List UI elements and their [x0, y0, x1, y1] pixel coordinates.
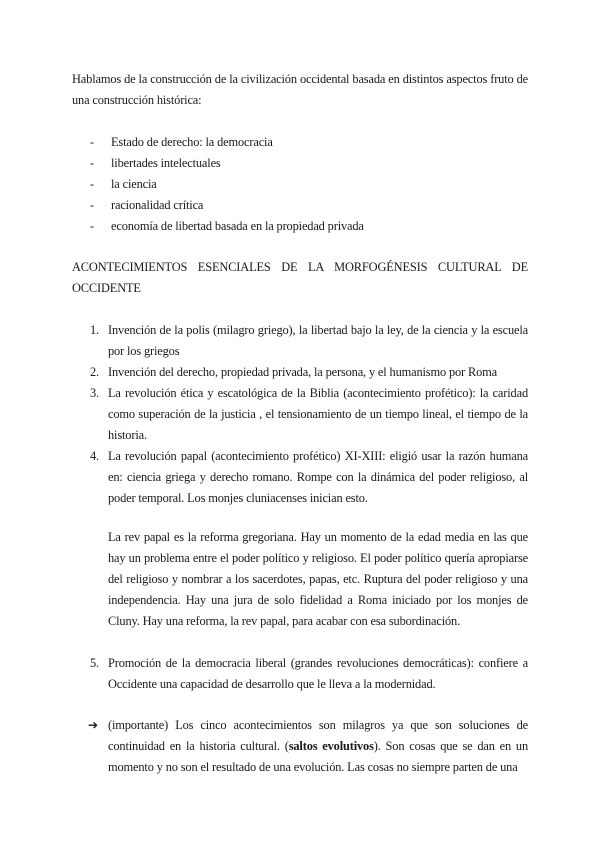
event-item [72, 653, 528, 695]
events-numbered-list [72, 320, 528, 509]
event-number: 3. [90, 386, 99, 400]
heading-line-2: OCCIDENTE [72, 281, 141, 295]
event-item [72, 383, 528, 446]
event-5-list [72, 653, 528, 695]
event-text: Promoción de la democracia liberal (grandes revoluciones democráticas): confiere a Occidente una capacidad de desarrollo que le lleva a la modernidad. [108, 656, 528, 691]
bullet-dash: - [90, 219, 94, 233]
section-heading [72, 257, 528, 299]
bullet-dash: - [90, 198, 94, 212]
event-text: Invención de la polis (milagro griego), la libertad bajo la ley, de la ciencia y la escuela por los griegos [108, 323, 528, 358]
bullet-item: - economía de libertad basada en la propiedad privada [72, 216, 345, 237]
intro-paragraph: Hablamos de la construcción de la civilización occidental basada en distintos aspectos fruto de una construcción histórica: [72, 72, 528, 107]
event-text: La revolución ética y escatológica de la Biblia (acontecimiento profético): la caridad como superación de la justicia , el tensionamiento de un tiempo lineal, el tiempo de la historia. [108, 386, 528, 442]
important-note [72, 715, 528, 778]
event-text: La revolución papal (acontecimiento profético) XI-XIII: eligió usar la razón humana en: ciencia griega y derecho romano. Rompe con la dinámica del poder religioso, al poder temporal. Los monjes cluniacenses inician esto. [108, 449, 528, 505]
event-number: 2. [90, 365, 99, 379]
event-number: 5. [90, 656, 99, 670]
bullet-dash: - [90, 156, 94, 170]
bullet-item: - Estado de derecho: la democracia [72, 132, 345, 153]
bullet-item: - racionalidad crítica [72, 195, 345, 216]
heading-line-1: ACONTECIMIENTOS ESENCIALES DE LA MORFOGÉNESIS CULTURAL DE [72, 260, 528, 274]
bullet-dash: - [90, 135, 94, 149]
rev-papal-paragraph: La rev papal es la reforma gregoriana. Hay un momento de la edad media en las que hay un problema entre el poder político y religioso. El poder político quería apropiarse del religioso y nombrar a los sacerdotes, papas, etc. Ruptura del poder religioso y una independencia. Hay una jura de solo fidelidad a Roma iniciado por los monjes de Cluny. Hay una reforma, la rev papal, para acabar con esa subordinación. [108, 530, 528, 628]
note-text-after: ). Son cosas que se dan en un momento y no son el resultado de una evolución. Las cosas no siempre parten de una [108, 739, 528, 774]
event-item [72, 446, 528, 509]
event-text: Invención del derecho, propiedad privada, la persona, y el humanismo por Roma [108, 365, 497, 379]
event-number: 1. [90, 323, 99, 337]
bullet-item: - libertades intelectuales [72, 153, 345, 174]
arrow-right-icon: ➔ [88, 718, 98, 732]
event-item [72, 362, 528, 383]
event-number: 4. [90, 449, 99, 463]
aspects-bullet-list [72, 132, 364, 237]
event-item [72, 320, 528, 362]
bullet-item: - la ciencia [72, 174, 345, 195]
bullet-dash: - [90, 177, 94, 191]
note-text-before: (importante) Los cinco acontecimientos son milagros ya que son soluciones de continuidad en la historia cultural. ( [108, 718, 528, 753]
note-bold-text: saltos evolutivos [288, 739, 374, 753]
